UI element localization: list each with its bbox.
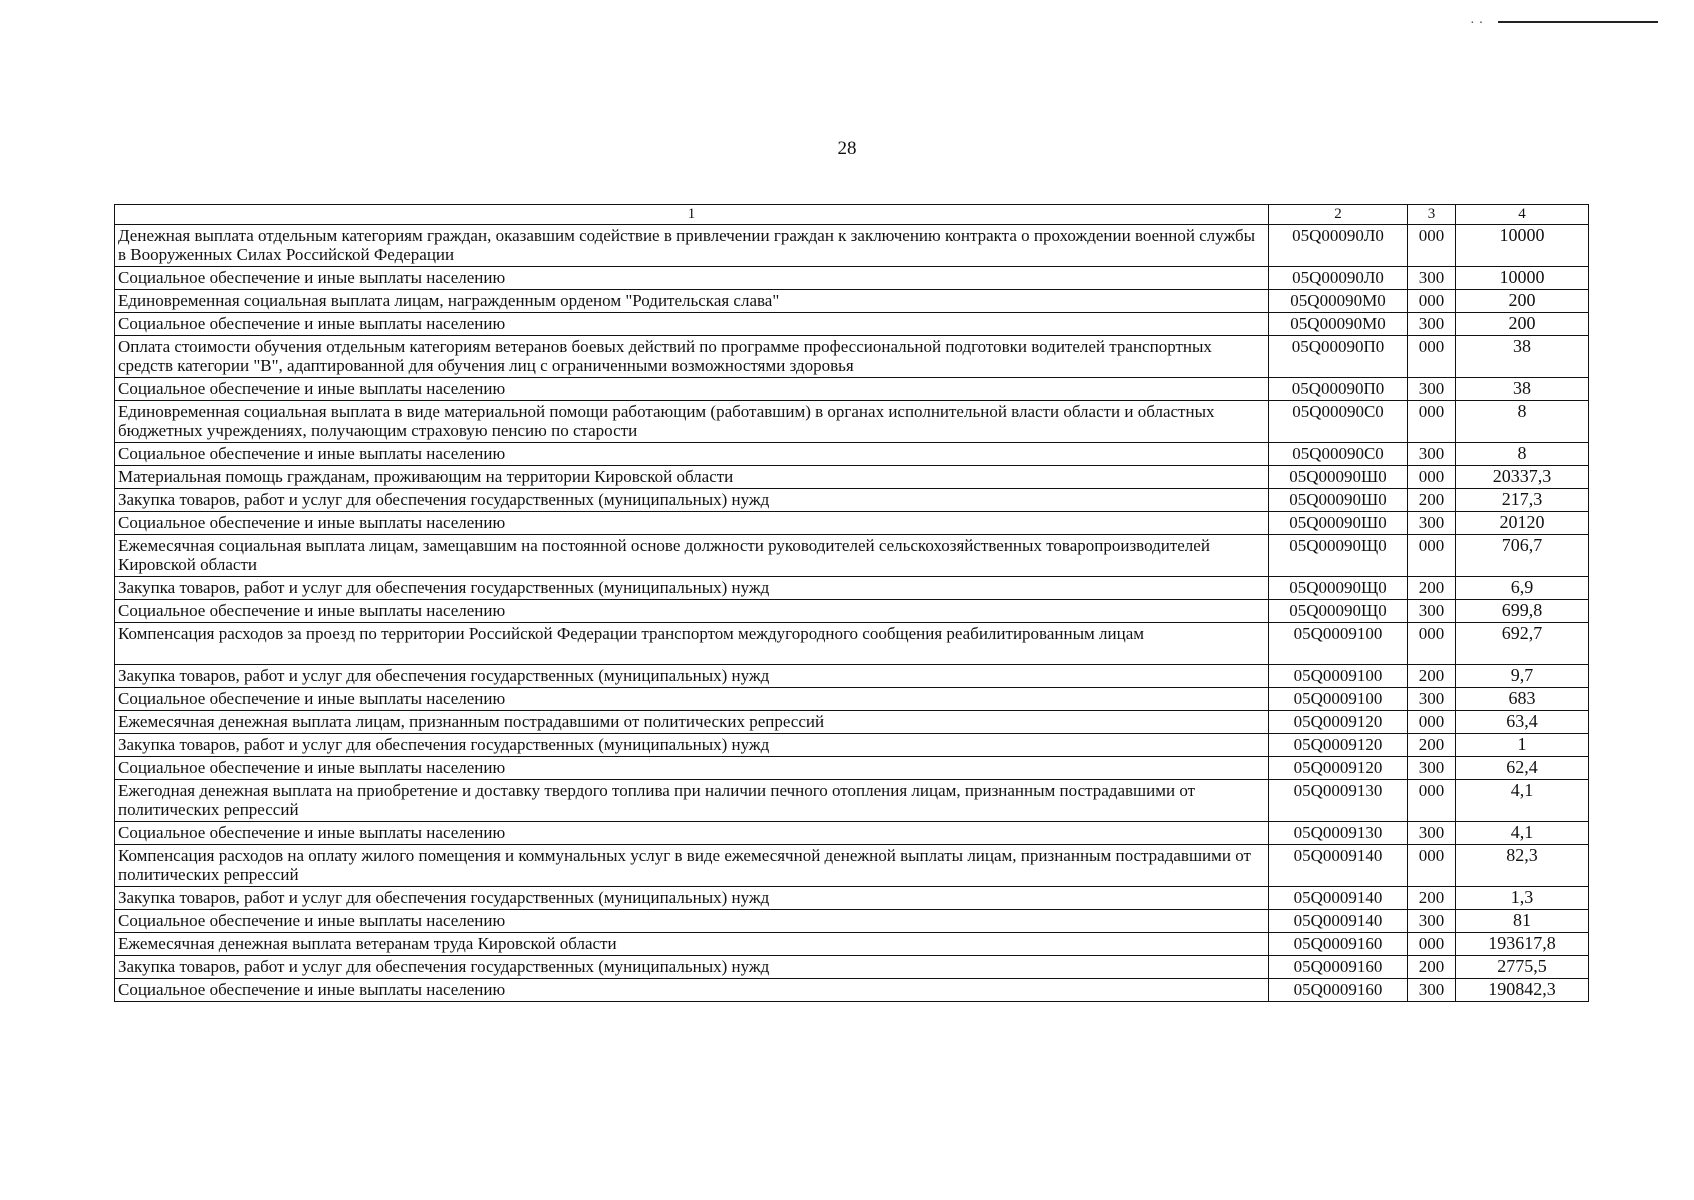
table-row	[115, 290, 1589, 313]
table-row	[115, 757, 1589, 780]
row-amount: 81	[1456, 910, 1589, 933]
row-code: 05Q0009160	[1269, 956, 1408, 979]
budget-table	[114, 204, 1589, 1002]
row-expense-type: 300	[1408, 757, 1456, 780]
row-name: Закупка товаров, работ и услуг для обеспечения государственных (муниципальных) нужд	[115, 887, 1269, 910]
table-row	[115, 711, 1589, 734]
row-code: 05Q0009120	[1269, 757, 1408, 780]
row-expense-type: 300	[1408, 313, 1456, 336]
row-name: Социальное обеспечение и иные выплаты населению	[115, 600, 1269, 623]
row-amount: 1	[1456, 734, 1589, 757]
row-expense-type: 300	[1408, 378, 1456, 401]
row-expense-type: 200	[1408, 665, 1456, 688]
row-name: Социальное обеспечение и иные выплаты населению	[115, 443, 1269, 466]
table-row	[115, 489, 1589, 512]
row-amount: 8	[1456, 401, 1589, 443]
row-amount: 1,3	[1456, 887, 1589, 910]
row-amount: 200	[1456, 313, 1589, 336]
row-name: Социальное обеспечение и иные выплаты населению	[115, 512, 1269, 535]
table-row	[115, 313, 1589, 336]
row-expense-type: 200	[1408, 577, 1456, 600]
row-expense-type: 200	[1408, 887, 1456, 910]
row-name: Закупка товаров, работ и услуг для обеспечения государственных (муниципальных) нужд	[115, 956, 1269, 979]
row-expense-type: 000	[1408, 535, 1456, 577]
row-name: Ежемесячная денежная выплата ветеранам труда Кировской области	[115, 933, 1269, 956]
table-row	[115, 378, 1589, 401]
row-code: 05Q0009120	[1269, 734, 1408, 757]
row-name: Компенсация расходов за проезд по территории Российской Федерации транспортом междугородного сообщения реабилитированным лицам	[115, 623, 1269, 665]
row-code: 05Q00090Л0	[1269, 225, 1408, 267]
table-row	[115, 535, 1589, 577]
table-row	[115, 466, 1589, 489]
row-name: Закупка товаров, работ и услуг для обеспечения государственных (муниципальных) нужд	[115, 489, 1269, 512]
row-name: Денежная выплата отдельным категориям граждан, оказавшим содействие в привлечении граждан к заключению контракта о прохождении военной службы в Вооруженных Силах Российской Федерации	[115, 225, 1269, 267]
row-name: Социальное обеспечение и иные выплаты населению	[115, 378, 1269, 401]
row-amount: 38	[1456, 378, 1589, 401]
row-expense-type: 000	[1408, 780, 1456, 822]
header-col-4: 4	[1456, 205, 1589, 225]
row-name: Социальное обеспечение и иные выплаты населению	[115, 313, 1269, 336]
row-name: Единовременная социальная выплата лицам, награжденным орденом "Родительская слава"	[115, 290, 1269, 313]
row-expense-type: 300	[1408, 979, 1456, 1002]
row-expense-type: 200	[1408, 956, 1456, 979]
row-code: 05Q00090П0	[1269, 336, 1408, 378]
row-expense-type: 200	[1408, 734, 1456, 757]
row-expense-type: 000	[1408, 225, 1456, 267]
row-expense-type: 300	[1408, 512, 1456, 535]
row-code: 05Q00090Ш0	[1269, 512, 1408, 535]
header-col-2: 2	[1269, 205, 1408, 225]
row-amount: 10000	[1456, 267, 1589, 290]
table-row	[115, 956, 1589, 979]
row-code: 05Q0009160	[1269, 933, 1408, 956]
table-row	[115, 780, 1589, 822]
row-code: 05Q0009100	[1269, 688, 1408, 711]
table-row	[115, 734, 1589, 757]
table-row	[115, 933, 1589, 956]
row-code: 05Q00090М0	[1269, 290, 1408, 313]
table-row	[115, 979, 1589, 1002]
row-expense-type: 000	[1408, 845, 1456, 887]
row-expense-type: 300	[1408, 600, 1456, 623]
table-row	[115, 577, 1589, 600]
row-expense-type: 000	[1408, 401, 1456, 443]
row-code: 05Q00090П0	[1269, 378, 1408, 401]
row-amount: 62,4	[1456, 757, 1589, 780]
table-row	[115, 887, 1589, 910]
row-code: 05Q0009120	[1269, 711, 1408, 734]
row-amount: 692,7	[1456, 623, 1589, 665]
row-expense-type: 000	[1408, 711, 1456, 734]
row-code: 05Q00090Л0	[1269, 267, 1408, 290]
row-amount: 6,9	[1456, 577, 1589, 600]
row-expense-type: 000	[1408, 336, 1456, 378]
row-amount: 217,3	[1456, 489, 1589, 512]
row-code: 05Q00090Щ0	[1269, 577, 1408, 600]
table-header-row	[115, 205, 1589, 225]
row-name: Единовременная социальная выплата в виде материальной помощи работающим (работавшим) в органах исполнительной власти области и областных бюджетных учреждениях, получающим страховую пенсию по старости	[115, 401, 1269, 443]
row-name: Закупка товаров, работ и услуг для обеспечения государственных (муниципальных) нужд	[115, 665, 1269, 688]
row-name: Компенсация расходов на оплату жилого помещения и коммунальных услуг в виде ежемесячной денежной выплаты лицам, признанным пострадавшими от политических репрессий	[115, 845, 1269, 887]
row-expense-type: 200	[1408, 489, 1456, 512]
row-amount: 193617,8	[1456, 933, 1589, 956]
row-code: 05Q00090Ш0	[1269, 489, 1408, 512]
row-amount: 8	[1456, 443, 1589, 466]
row-amount: 4,1	[1456, 780, 1589, 822]
row-name: Социальное обеспечение и иные выплаты населению	[115, 688, 1269, 711]
row-name: Ежемесячная денежная выплата лицам, признанным пострадавшими от политических репрессий	[115, 711, 1269, 734]
row-code: 05Q00090Щ0	[1269, 600, 1408, 623]
row-expense-type: 000	[1408, 623, 1456, 665]
table-row	[115, 845, 1589, 887]
row-name: Социальное обеспечение и иные выплаты населению	[115, 757, 1269, 780]
row-amount: 2775,5	[1456, 956, 1589, 979]
row-amount: 38	[1456, 336, 1589, 378]
row-name: Закупка товаров, работ и услуг для обеспечения государственных (муниципальных) нужд	[115, 734, 1269, 757]
row-name: Социальное обеспечение и иные выплаты населению	[115, 979, 1269, 1002]
row-expense-type: 300	[1408, 910, 1456, 933]
row-amount: 20120	[1456, 512, 1589, 535]
table-row	[115, 623, 1589, 665]
row-amount: 200	[1456, 290, 1589, 313]
table-row	[115, 600, 1589, 623]
row-amount: 706,7	[1456, 535, 1589, 577]
row-name: Ежемесячная социальная выплата лицам, замещавшим на постоянной основе должности руководителей сельскохозяйственных товаропроизводителей Кировской области	[115, 535, 1269, 577]
row-code: 05Q0009130	[1269, 822, 1408, 845]
row-code: 05Q0009140	[1269, 910, 1408, 933]
row-amount: 699,8	[1456, 600, 1589, 623]
table-row	[115, 336, 1589, 378]
table-row	[115, 225, 1589, 267]
row-expense-type: 300	[1408, 688, 1456, 711]
page-number: 28	[837, 138, 857, 159]
row-amount: 82,3	[1456, 845, 1589, 887]
row-name: Социальное обеспечение и иные выплаты населению	[115, 822, 1269, 845]
table-row	[115, 512, 1589, 535]
row-code: 05Q0009100	[1269, 665, 1408, 688]
row-code: 05Q0009160	[1269, 979, 1408, 1002]
table-row	[115, 910, 1589, 933]
row-amount: 190842,3	[1456, 979, 1589, 1002]
row-name: Закупка товаров, работ и услуг для обеспечения государственных (муниципальных) нужд	[115, 577, 1269, 600]
row-name: Социальное обеспечение и иные выплаты населению	[115, 267, 1269, 290]
row-expense-type: 000	[1408, 933, 1456, 956]
row-expense-type: 300	[1408, 443, 1456, 466]
row-amount: 683	[1456, 688, 1589, 711]
row-amount: 9,7	[1456, 665, 1589, 688]
header-col-3: 3	[1408, 205, 1456, 225]
row-code: 05Q0009100	[1269, 623, 1408, 665]
table-row	[115, 688, 1589, 711]
row-expense-type: 300	[1408, 267, 1456, 290]
row-amount: 20337,3	[1456, 466, 1589, 489]
row-code: 05Q0009140	[1269, 845, 1408, 887]
row-amount: 10000	[1456, 225, 1589, 267]
scan-mark-line	[1498, 21, 1658, 23]
row-code: 05Q00090М0	[1269, 313, 1408, 336]
header-col-1: 1	[115, 205, 1269, 225]
table-row	[115, 822, 1589, 845]
row-expense-type: 000	[1408, 466, 1456, 489]
row-code: 05Q00090Щ0	[1269, 535, 1408, 577]
table-row	[115, 443, 1589, 466]
table-row	[115, 267, 1589, 290]
table-row	[115, 665, 1589, 688]
row-name: Социальное обеспечение и иные выплаты населению	[115, 910, 1269, 933]
row-code: 05Q00090С0	[1269, 401, 1408, 443]
row-amount: 4,1	[1456, 822, 1589, 845]
table-row	[115, 401, 1589, 443]
row-expense-type: 000	[1408, 290, 1456, 313]
row-code: 05Q0009140	[1269, 887, 1408, 910]
row-name: Ежегодная денежная выплата на приобретение и доставку твердого топлива при наличии печного отопления лицам, признанным пострадавшими от политических репрессий	[115, 780, 1269, 822]
row-code: 05Q00090Ш0	[1269, 466, 1408, 489]
row-name: Материальная помощь гражданам, проживающим на территории Кировской области	[115, 466, 1269, 489]
row-code: 05Q00090С0	[1269, 443, 1408, 466]
row-expense-type: 300	[1408, 822, 1456, 845]
row-amount: 63,4	[1456, 711, 1589, 734]
row-name: Оплата стоимости обучения отдельным категориям ветеранов боевых действий по программе профессиональной подготовки водителей транспортных средств категории "В", адаптированной для обучения лиц с ограниченными возможностями здоровья	[115, 336, 1269, 378]
row-code: 05Q0009130	[1269, 780, 1408, 822]
scan-mark-dots: ··	[1470, 16, 1488, 31]
